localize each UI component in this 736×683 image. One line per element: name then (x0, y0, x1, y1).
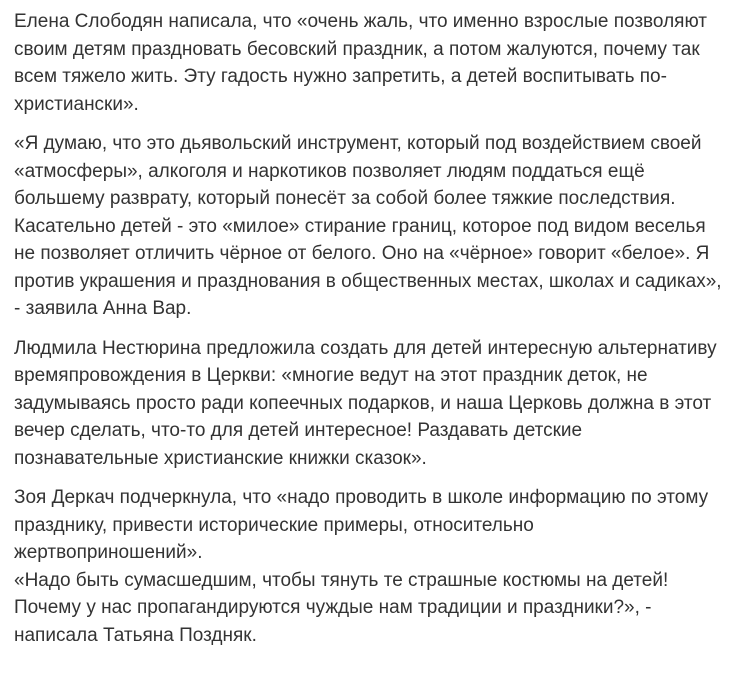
article-paragraph: Зоя Деркач подчеркнула, что «надо проводить в школе информацию по этому празднику, привести исторические примеры, относительно жертвоприношений». (14, 487, 709, 563)
article-paragraph: Людмила Нестюрина предложила создать для детей интересную альтернативу времяпровождения в Церкви: «многие ведут на этот праздник деток, не задумываясь просто ради копеечных подарков, и наша Церковь должна в этот вечер сделать, что-то для детей интересное! Раздавать детские познавательные христианские книжки сказок». (14, 337, 717, 469)
article-paragraph: «Я думаю, что это дьявольский инструмент, который под воздействием своей «атмосферы», алкоголя и наркотиков позволяет людям поддаться ещё большему разврату, который понесёт за собой более тяжкие последствия. Касательно детей - это «милое» стирание границ, которое под видом веселья не позволяет отличить чёрное от белого. Оно на «чёрное» говорит «белое». Я против украшения и празднования в общественных местах, школах и садиках», - заявила Анна Вар. (14, 133, 722, 319)
article-paragraph: «Надо быть сумасшедшим, чтобы тянуть те страшные костюмы на детей! Почему у нас пропагандируются чуждые нам традиции и праздники?», - написала Татьяна Поздняк. (14, 569, 669, 646)
article-paragraph: Елена Слободян написала, что «очень жаль, что именно взрослые позволяют своим детям праздновать бесовский праздник, а потом жалуются, почему так всем тяжело жить. Эту гадость нужно запретить, а детей воспитывать по-христиански». (14, 11, 707, 115)
